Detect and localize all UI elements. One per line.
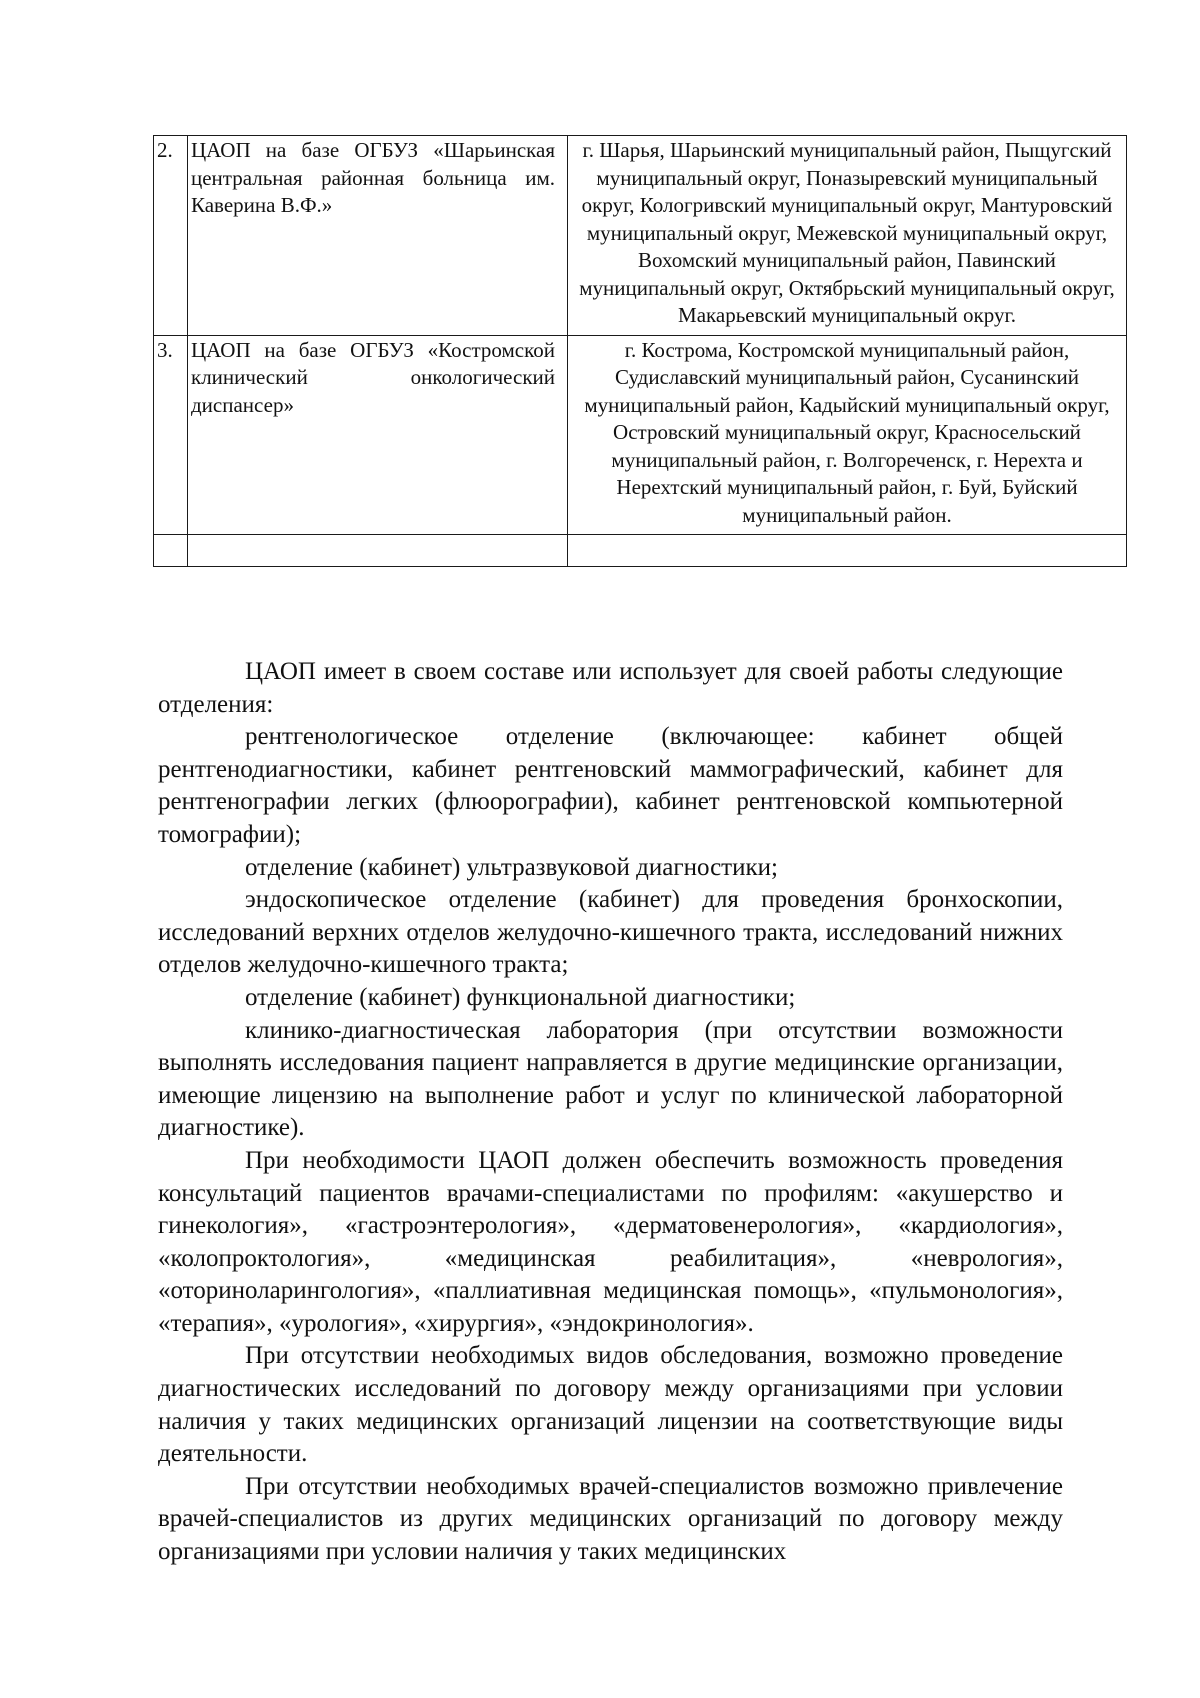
empty-table-row <box>154 535 1127 567</box>
center-name: ЦАОП на базе ОГБУЗ «Костромской клинический онкологический диспансер» <box>188 335 568 535</box>
paragraph-xray-department: рентгенологическое отделение (включающее: кабинет общей рентгенодиагностики, кабинет рентгеновский маммографический, кабинет для рентгенографии легких (флюорографии), кабинет рентгеновской компьютерной томографии); <box>158 723 1063 848</box>
paragraph-endoscopy: эндоскопическое отделение (кабинет) для проведения бронхоскопии, исследований верхних отделов желудочно-кишечного тракта, исследований нижних отделов желудочно-кишечного тракта; <box>158 886 1063 979</box>
empty-cell <box>568 535 1127 567</box>
paragraph-intro: ЦАОП имеет в своем составе или использует для своей работы следующие отделения: <box>158 658 1063 718</box>
empty-cell <box>188 535 568 567</box>
table-row <box>154 136 1127 336</box>
paragraph-functional-diagnostics: отделение (кабинет) функциональной диагностики; <box>245 983 796 1011</box>
paragraph-laboratory: клинико-диагностическая лаборатория (при отсутствии возможности выполнять исследования пациент направляется в другие медицинские организации, имеющие лицензию на выполнение работ и услуг по клинической лабораторной диагностике). <box>158 1016 1063 1142</box>
oncology-centers-table <box>153 135 1127 567</box>
paragraph-specialists-contract: При отсутствии необходимых врачей-специалистов возможно привлечение врачей-специалистов из других медицинских организаций по договору между организациями при условии наличия у таких медицинских <box>158 1472 1063 1566</box>
document-body <box>158 656 1063 1569</box>
empty-cell <box>154 535 188 567</box>
paragraph-ultrasound: отделение (кабинет) ультразвуковой диагностики; <box>245 853 778 881</box>
table-row <box>154 335 1127 535</box>
paragraph-consultations: При необходимости ЦАОП должен обеспечить возможность проведения консультаций пациентов врачами-специалистами по профилям: «акушерство и гинекология», «гастроэнтерология», «дерматовенерология», «кардиология», «колопроктология», «медицинская реабилитация», «неврология», «оториноларингология», «паллиативная медицинская помощь», «пульмонология», «терапия», «урология», «хирургия», «эндокринология». <box>158 1146 1063 1337</box>
service-areas: г. Шарья, Шарьинский муниципальный район, Пыщугский муниципальный округ, Поназыревский муниципальный округ, Кологривский муниципальный округ, Мантуровский муниципальный округ, Межевской муниципальный округ, Вохомский муниципальный район, Павинский муниципальный округ, Октябрьский муниципальный округ, Макарьевский муниципальный округ. <box>568 136 1127 336</box>
row-number: 3. <box>154 335 188 535</box>
row-number: 2. <box>154 136 188 336</box>
service-areas: г. Кострома, Костромской муниципальный район, Судиславский муниципальный район, Сусанинский муниципальный район, Кадыйский муниципальный округ, Островский муниципальный округ, Красносельский муниципальный район, г. Волгореченск, г. Нерехта и Нерехтский муниципальный район, г. Буй, Буйский муниципальный район. <box>568 335 1127 535</box>
center-name: ЦАОП на базе ОГБУЗ «Шарьинская центральная районная больница им. Каверина В.Ф.» <box>188 136 568 336</box>
paragraph-diagnostics-contract: При отсутствии необходимых видов обследования, возможно проведение диагностических исследований по договору между организациями при условии наличия у таких медицинских организаций лицензии на соответствующие виды деятельности. <box>158 1342 1063 1468</box>
